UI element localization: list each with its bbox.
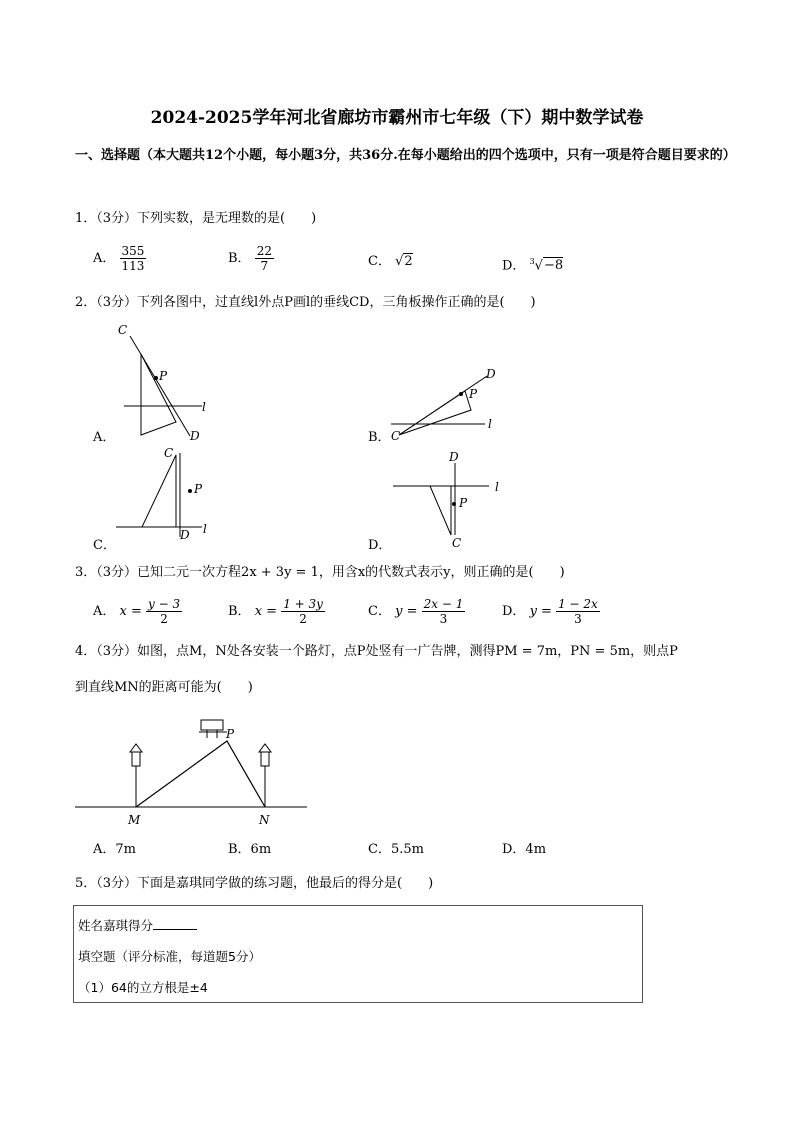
q2-option-d-label[interactable]: D． (368, 538, 392, 553)
exercise-item-1: （1）64的立方根是±4 (78, 980, 208, 995)
fraction: $\frac{355}{113}$ (121, 244, 145, 273)
question-2-stem: 2．（3分）下列各图中，过直线l外点P画l的垂线CD，三角板操作正确的是( ) (75, 295, 536, 310)
q4-option-a[interactable]: A．7m (93, 842, 136, 857)
option-letter: D． (502, 258, 526, 274)
root-index: 3 (529, 257, 535, 266)
radicand: −8 (543, 258, 564, 274)
street-lamp-icon (259, 744, 271, 807)
q1-option-a[interactable] (93, 244, 146, 273)
q3-option-d[interactable]: D． y = $\frac{1 - 2x}{3}$ (502, 597, 598, 626)
question-1-stem: 1．（3分）下列实数，是无理数的是( ) (75, 211, 317, 226)
q2-option-a-label[interactable]: A． (93, 430, 116, 445)
street-lamp-icon (130, 744, 142, 807)
q1-option-d[interactable] (502, 252, 563, 276)
q1-option-b[interactable] (228, 244, 274, 273)
svg-text:l: l (495, 480, 499, 494)
svg-text:N: N (259, 813, 270, 827)
exercise-instruction: 填空题（评分标准，每道题5分） (78, 949, 261, 964)
sqrt-icon: √ (395, 254, 404, 269)
billboard-icon (199, 720, 227, 738)
fraction: $\frac{2x - 1}{3}$ (423, 597, 464, 626)
q3-option-b[interactable]: B． x = $\frac{1 + 3y}{2}$ (228, 597, 323, 626)
option-letter: C． (368, 254, 391, 269)
question-4-stem-line1: 4．（3分）如图，点M，N处各安装一个路灯，点P处竖有一广告牌，测得PM = 7m，PN = 5m，则点P (75, 644, 678, 659)
svg-text:l: l (488, 417, 492, 431)
q2-figure-d (385, 443, 510, 548)
svg-text:D: D (449, 450, 459, 464)
q3-option-c[interactable]: C． y = $\frac{2x - 1}{3}$ (368, 597, 464, 626)
q2-figure-a (110, 318, 220, 443)
radicand: 2 (404, 254, 413, 269)
question-3-stem: 3．（3分）已知二元一次方程2x + 3y = 1，用含x的代数式表示y，则正确的是( ) (75, 565, 565, 580)
svg-text:C: C (118, 323, 128, 337)
svg-text:D: D (486, 367, 496, 381)
q1-option-c[interactable] (368, 252, 413, 272)
question-4-stem-line2: 到直线MN的距离可能为( ) (75, 680, 253, 695)
sqrt-icon: √ (534, 258, 543, 274)
q3-option-a[interactable]: A． x = $\frac{y - 3}{2}$ (93, 597, 181, 626)
svg-text:P: P (159, 369, 168, 383)
option-letter: A． (93, 604, 116, 619)
option-letter: B． (228, 604, 251, 619)
svg-text:P: P (194, 482, 203, 496)
fraction: $\frac{1 + 3y}{2}$ (283, 597, 323, 626)
svg-text:C: C (452, 536, 462, 548)
question-5-stem: 5．（3分）下面是嘉琪同学做的练习题，他最后的得分是( ) (75, 876, 434, 891)
fraction: $\frac{y - 3}{2}$ (148, 597, 181, 626)
exercise-box (73, 905, 643, 1003)
option-letter: A． (93, 251, 116, 266)
page-title: 2024-2025学年河北省廊坊市霸州市七年级（下）期中数学试卷 (150, 108, 644, 128)
q2-figure-c (110, 443, 220, 543)
q2-option-c-label[interactable]: C． (93, 538, 116, 553)
option-letter: C． (368, 604, 391, 619)
section-heading: 一、选择题（本大题共12个小题，每小题3分，共36分.在每小题给出的四个选项中，只有一项是符合题目要求的） (75, 148, 736, 163)
exercise-name-line: 姓名嘉琪得分 (78, 916, 197, 934)
svg-text:l: l (203, 522, 207, 536)
svg-text:C: C (164, 446, 174, 460)
svg-text:P: P (459, 496, 468, 510)
q4-option-d[interactable]: D．4m (502, 842, 547, 857)
svg-text:l: l (202, 400, 206, 414)
svg-text:D: D (190, 429, 200, 443)
q2-option-b-label[interactable]: B． (368, 430, 391, 445)
q4-figure (75, 712, 310, 832)
option-letter: D． (502, 604, 526, 619)
fraction: $\frac{1 - 2x}{3}$ (558, 597, 598, 626)
q4-option-b[interactable]: B．6m (228, 842, 272, 857)
svg-text:C: C (391, 429, 401, 442)
option-letter: B． (228, 251, 251, 266)
q2-figure-b (385, 362, 505, 442)
svg-text:D: D (180, 528, 190, 542)
score-blank (153, 917, 197, 930)
svg-text:M: M (128, 813, 141, 827)
svg-text:P: P (226, 727, 235, 741)
fraction: $\frac{22}{7}$ (256, 244, 272, 273)
q4-option-c[interactable]: C．5.5m (368, 842, 424, 857)
svg-text:P: P (469, 387, 478, 401)
